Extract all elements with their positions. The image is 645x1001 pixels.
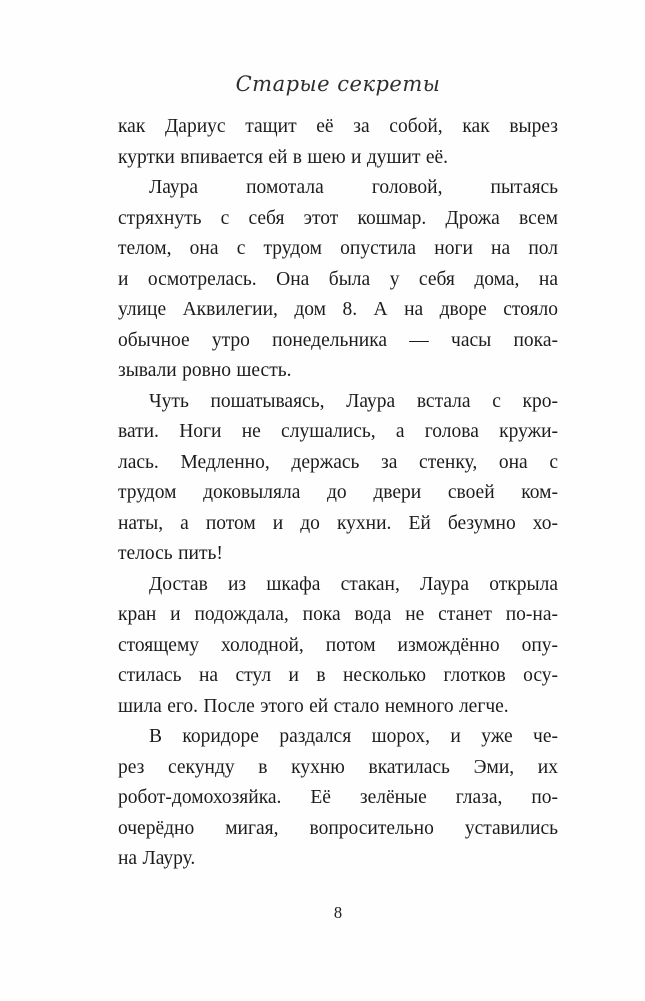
text-line: вати. Ноги не слушались, а голова кружи- [118, 421, 558, 442]
text-line: куртки впивается ей в шею и душит её. [118, 146, 449, 168]
paragraph [118, 722, 558, 875]
text-line: как Дариус тащит её за собой, как вырез [118, 116, 558, 137]
text-line: Достав из шкафа стакан, Лаура открыла [149, 573, 558, 595]
text-line: стилась на стул и в несколько глотков осу- [118, 665, 558, 686]
paragraph [118, 112, 558, 173]
text-line: обычное утро понедельника — часы пока- [118, 329, 558, 351]
text-line: робот-домохозяйка. Её зелёные глаза, по- [118, 787, 558, 808]
text-line: и осмотрелась. Она была у себя дома, на [118, 268, 558, 290]
text-line: лась. Медленно, держась за стенку, она с [118, 451, 558, 473]
body-text [118, 112, 558, 875]
text-line: улице Аквилегии, дом 8. А на дворе стояло [118, 299, 558, 320]
text-line: рез секунду в кухню вкатилась Эми, их [118, 756, 558, 778]
text-line: трудом доковыляла до двери своей ком- [118, 482, 558, 503]
text-line: Лаура помотала головой, пытаясь [149, 177, 558, 198]
paragraph [118, 173, 558, 387]
running-header: Старые секреты [235, 72, 441, 96]
paragraph [118, 570, 558, 723]
text-line: шила его. После этого ей стало немного легче. [118, 695, 509, 717]
text-line: кран и подождала, пока вода не станет по-на- [118, 604, 558, 625]
text-line: В коридоре раздался шорох, и уже че- [149, 726, 558, 747]
text-line: наты, а потом и до кухни. Ей безумно хо- [118, 512, 558, 534]
text-line: очерёдно мигая, вопросительно уставились [118, 817, 558, 839]
text-line: зывали ровно шесть. [118, 360, 292, 381]
text-line: на Лауру. [118, 848, 196, 869]
text-line: телом, она с трудом опустила ноги на пол [118, 238, 558, 259]
text-line: стряхнуть с себя этот кошмар. Дрожа всем [118, 207, 558, 229]
paragraph [118, 387, 558, 570]
text-line: Чуть пошатываясь, Лаура встала с кро- [149, 390, 558, 412]
text-line: телось пить! [118, 543, 223, 564]
page-number: 8 [333, 903, 343, 922]
text-line: стоящему холодной, потом измождённо опу- [118, 634, 558, 656]
